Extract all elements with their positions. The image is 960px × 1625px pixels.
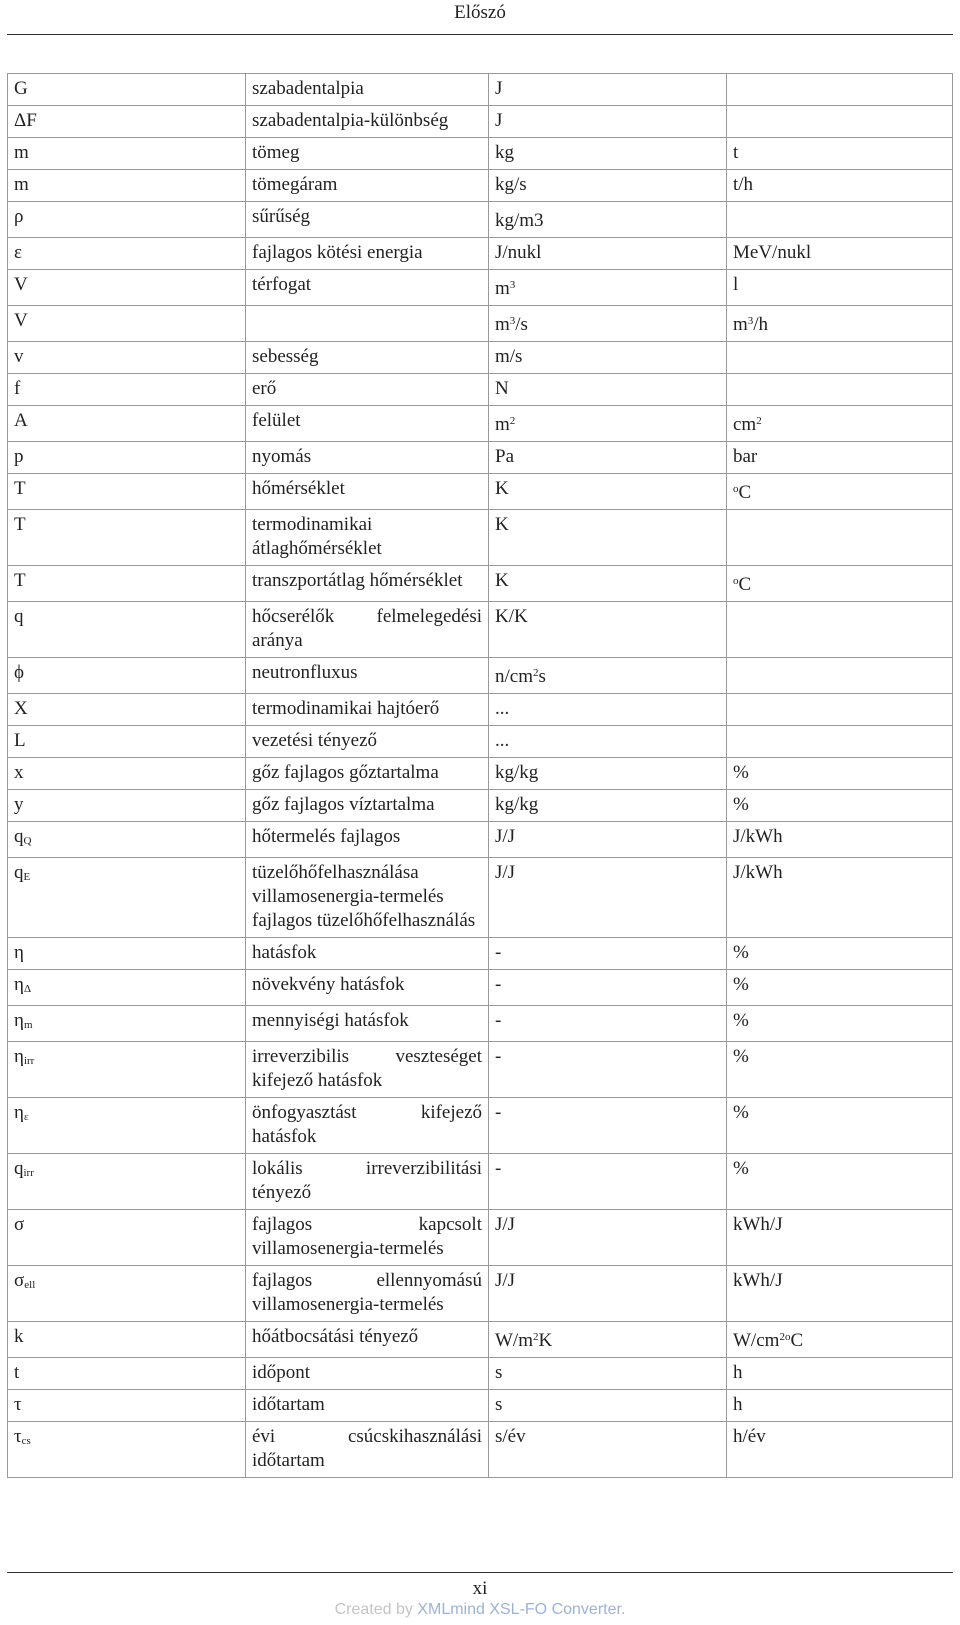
table-row (8, 1098, 953, 1154)
alt-unit-cell: % (727, 938, 953, 970)
unit-cell: m/s (489, 342, 727, 374)
description-cell: transzportátlag hőmérséklet (246, 566, 489, 602)
unit-cell: - (489, 970, 727, 1006)
description-cell: tömeg (246, 138, 489, 170)
unit-cell: J/nukl (489, 238, 727, 270)
unit-cell: $m^3/s$ (489, 306, 727, 342)
table-row (8, 858, 953, 938)
table-row (8, 790, 953, 822)
symbol-cell: ρ (8, 202, 246, 238)
alt-unit-cell: kWh/J (727, 1266, 953, 1322)
symbol-cell: τcs (8, 1422, 246, 1478)
description-cell: termodinamikai átlaghőmérséklet (246, 510, 489, 566)
symbol-cell: q (8, 602, 246, 658)
page-number: xi (472, 1578, 488, 1599)
table-row (8, 1210, 953, 1266)
description-cell (246, 306, 489, 342)
table-row (8, 342, 953, 374)
symbol-cell: qirr (8, 1154, 246, 1210)
description-cell: tömegáram (246, 170, 489, 202)
description-cell: térfogat (246, 270, 489, 306)
table-row (8, 270, 953, 306)
description-cell: önfogyasztást kifejező hatásfok (246, 1098, 489, 1154)
unit-cell: kg/s (489, 170, 727, 202)
description-cell: hőcserélők felmelegedési aránya (246, 602, 489, 658)
table-row (8, 238, 953, 270)
table-row (8, 374, 953, 406)
description-cell: fajlagos kötési energia (246, 238, 489, 270)
table-row (8, 442, 953, 474)
description-cell: évi csúcskihasználási időtartam (246, 1422, 489, 1478)
unit-cell: N (489, 374, 727, 406)
table-row (8, 822, 953, 858)
alt-unit-cell: bar (727, 442, 953, 474)
table-row (8, 1322, 953, 1358)
unit-cell: kg/kg (489, 758, 727, 790)
symbol-cell: y (8, 790, 246, 822)
symbol-cell: ηΔ (8, 970, 246, 1006)
symbol-cell: τ (8, 1390, 246, 1422)
description-cell: mennyiségi hatásfok (246, 1006, 489, 1042)
table-row (8, 658, 953, 694)
symbol-cell: ε (8, 238, 246, 270)
alt-unit-cell (727, 106, 953, 138)
table-row (8, 170, 953, 202)
unit-cell: - (489, 1098, 727, 1154)
alt-unit-cell: % (727, 1006, 953, 1042)
table-row (8, 1422, 953, 1478)
table-row (8, 510, 953, 566)
table-row (8, 1006, 953, 1042)
alt-unit-cell (727, 342, 953, 374)
symbol-cell: σ (8, 1210, 246, 1266)
alt-unit-cell (727, 658, 953, 694)
description-cell: gőz fajlagos gőztartalma (246, 758, 489, 790)
table-row (8, 1154, 953, 1210)
unit-cell: kg/m3 (489, 202, 727, 238)
alt-unit-cell: h (727, 1358, 953, 1390)
description-cell: hőtermelés fajlagos (246, 822, 489, 858)
table-row (8, 474, 953, 510)
alt-unit-cell: h/év (727, 1422, 953, 1478)
symbol-cell: L (8, 726, 246, 758)
symbol-cell: η (8, 938, 246, 970)
symbol-cell: T (8, 510, 246, 566)
alt-unit-cell: % (727, 790, 953, 822)
description-cell: erő (246, 374, 489, 406)
unit-cell: s/év (489, 1422, 727, 1478)
alt-unit-cell: % (727, 970, 953, 1006)
alt-unit-cell: J/kWh (727, 822, 953, 858)
description-cell: irreverzibilis veszteséget kifejező hatásfok (246, 1042, 489, 1098)
symbol-cell: k (8, 1322, 246, 1358)
unit-cell: ... (489, 694, 727, 726)
table-row (8, 566, 953, 602)
unit-cell: K/K (489, 602, 727, 658)
unit-cell: J/J (489, 1266, 727, 1322)
unit-cell: J/J (489, 1210, 727, 1266)
creator-tool-link[interactable]: XMLmind XSL-FO Converter. (417, 1601, 626, 1618)
description-cell: hőmérséklet (246, 474, 489, 510)
alt-unit-cell (727, 374, 953, 406)
alt-unit-cell: l (727, 270, 953, 306)
symbol-cell: σell (8, 1266, 246, 1322)
alt-unit-cell: h (727, 1390, 953, 1422)
alt-unit-cell: $cm^2$ (727, 406, 953, 442)
symbol-cell: ηε (8, 1098, 246, 1154)
table-row (8, 106, 953, 138)
symbol-cell: x (8, 758, 246, 790)
footer-divider (7, 1572, 953, 1573)
description-cell: fajlagos ellennyomású villamosenergia-termelés (246, 1266, 489, 1322)
alt-unit-cell: J/kWh (727, 858, 953, 938)
alt-unit-cell: $^o$C (727, 474, 953, 510)
alt-unit-cell (727, 202, 953, 238)
alt-unit-cell (727, 74, 953, 106)
unit-cell: kg (489, 138, 727, 170)
alt-unit-cell: % (727, 758, 953, 790)
alt-unit-cell: % (727, 1042, 953, 1098)
table-row (8, 938, 953, 970)
description-cell: hatásfok (246, 938, 489, 970)
unit-cell: J (489, 74, 727, 106)
description-cell: sűrűség (246, 202, 489, 238)
description-cell: időtartam (246, 1390, 489, 1422)
symbol-cell: V (8, 270, 246, 306)
description-cell: sebesség (246, 342, 489, 374)
table-row (8, 1266, 953, 1322)
unit-cell: $m^3$ (489, 270, 727, 306)
symbol-cell: p (8, 442, 246, 474)
header-divider (7, 34, 953, 35)
symbol-cell: ηirr (8, 1042, 246, 1098)
unit-cell: $n/cm^2s$ (489, 658, 727, 694)
alt-unit-cell: MeV/nukl (727, 238, 953, 270)
symbol-cell: ΔF (8, 106, 246, 138)
unit-cell: $W/m^2K$ (489, 1322, 727, 1358)
symbol-cell: m (8, 170, 246, 202)
table-row (8, 970, 953, 1006)
unit-cell: - (489, 1006, 727, 1042)
symbol-table (7, 73, 953, 1478)
table-row (8, 694, 953, 726)
unit-cell: - (489, 1042, 727, 1098)
description-cell: szabadentalpia-különbség (246, 106, 489, 138)
description-cell: gőz fajlagos víztartalma (246, 790, 489, 822)
symbol-cell: qQ (8, 822, 246, 858)
description-cell: felület (246, 406, 489, 442)
unit-cell: K (489, 566, 727, 602)
alt-unit-cell: $m^3/h$ (727, 306, 953, 342)
table-row (8, 306, 953, 342)
page-header-title: Előszó (454, 2, 506, 23)
description-cell: nyomás (246, 442, 489, 474)
description-cell: tüzelőhőfelhasználása villamosenergia-termelés fajlagos tüzelőhőfelhasználás (246, 858, 489, 938)
symbol-cell: ϕ (8, 658, 246, 694)
symbol-cell: V (8, 306, 246, 342)
description-cell: szabadentalpia (246, 74, 489, 106)
alt-unit-cell (727, 726, 953, 758)
description-cell: növekvény hatásfok (246, 970, 489, 1006)
description-cell: vezetési tényező (246, 726, 489, 758)
unit-cell: Pa (489, 442, 727, 474)
table-row (8, 1390, 953, 1422)
symbol-cell: X (8, 694, 246, 726)
alt-unit-cell: % (727, 1098, 953, 1154)
table-row (8, 74, 953, 106)
symbol-cell: m (8, 138, 246, 170)
alt-unit-cell: kWh/J (727, 1210, 953, 1266)
unit-cell: s (489, 1390, 727, 1422)
unit-cell: J/J (489, 822, 727, 858)
alt-unit-cell: t/h (727, 170, 953, 202)
table-row (8, 602, 953, 658)
alt-unit-cell: t (727, 138, 953, 170)
creator-note (0, 1601, 960, 1619)
creator-prefix: Created by (334, 1601, 413, 1618)
unit-cell: kg/kg (489, 790, 727, 822)
symbol-cell: qE (8, 858, 246, 938)
alt-unit-cell: $^o$C (727, 566, 953, 602)
description-cell: fajlagos kapcsolt villamosenergia-termelés (246, 1210, 489, 1266)
symbol-cell: T (8, 474, 246, 510)
alt-unit-cell: % (727, 1154, 953, 1210)
symbol-cell: f (8, 374, 246, 406)
description-cell: lokális irreverzibilitási tényező (246, 1154, 489, 1210)
description-cell: hőátbocsátási tényező (246, 1322, 489, 1358)
description-cell: termodinamikai hajtóerő (246, 694, 489, 726)
symbol-cell: v (8, 342, 246, 374)
symbol-cell: t (8, 1358, 246, 1390)
alt-unit-cell: $W/cm^{2o}C$ (727, 1322, 953, 1358)
unit-cell: - (489, 938, 727, 970)
table-row (8, 138, 953, 170)
alt-unit-cell (727, 602, 953, 658)
description-cell: időpont (246, 1358, 489, 1390)
symbol-cell: ηm (8, 1006, 246, 1042)
alt-unit-cell (727, 510, 953, 566)
symbol-cell: T (8, 566, 246, 602)
alt-unit-cell (727, 694, 953, 726)
table-row (8, 726, 953, 758)
table-row (8, 202, 953, 238)
symbol-cell: G (8, 74, 246, 106)
unit-cell: $m^2$ (489, 406, 727, 442)
table-row (8, 758, 953, 790)
unit-cell: - (489, 1154, 727, 1210)
description-cell: neutronfluxus (246, 658, 489, 694)
table-row (8, 406, 953, 442)
table-row (8, 1358, 953, 1390)
unit-cell: K (489, 474, 727, 510)
symbol-cell: A (8, 406, 246, 442)
unit-cell: J/J (489, 858, 727, 938)
table-row (8, 1042, 953, 1098)
unit-cell: K (489, 510, 727, 566)
unit-cell: ... (489, 726, 727, 758)
unit-cell: J (489, 106, 727, 138)
unit-cell: s (489, 1358, 727, 1390)
